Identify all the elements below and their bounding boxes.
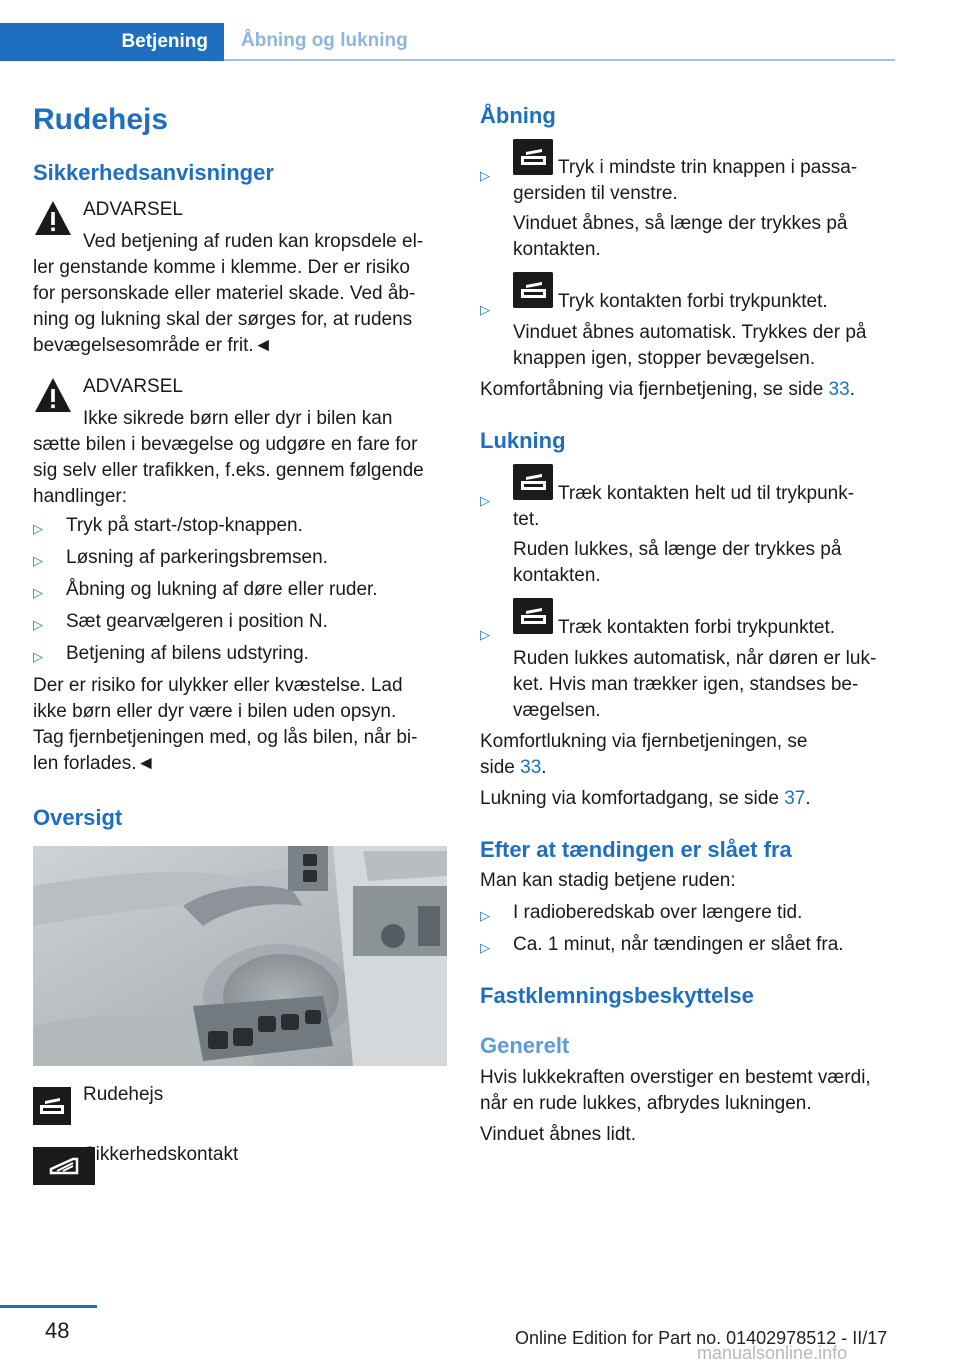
warning-icon — [33, 375, 73, 415]
warning-text: ler genstande komme i klemme. Der er risiko — [33, 257, 410, 278]
page-title: Rudehejs — [33, 103, 169, 136]
paragraph: når en rude lukkes, afbrydes lukningen. — [480, 1093, 812, 1114]
closing-heading: Lukning — [480, 428, 566, 453]
step-detail: Ruden lukkes, så længe der trykkes på — [513, 539, 842, 560]
step-text: Tryk i mindste trin knappen i passa- — [558, 157, 858, 178]
window-switch-icon — [513, 464, 553, 500]
step-detail: Vinduet åbnes automatisk. Trykkes der på — [513, 322, 867, 343]
paragraph: ikke børn eller dyr være i bilen uden opsyn. — [33, 701, 397, 722]
cross-reference — [480, 377, 855, 403]
warning-text: Ved betjening af ruden kan kropsdele el- — [83, 231, 424, 252]
page-link[interactable]: 37 — [784, 788, 806, 809]
bullet-icon: ▷ — [480, 302, 490, 317]
step-detail: ket. Hvis man trækker igen, standses be- — [513, 674, 859, 695]
period: . — [541, 757, 547, 778]
page-number: 48 — [45, 1318, 70, 1343]
step-detail: vægelsen. — [513, 700, 601, 721]
paragraph: len forlades.◄ — [33, 753, 156, 774]
page-link[interactable]: 33 — [828, 379, 850, 400]
list-item: Løsning af parkeringsbremsen. — [66, 547, 328, 568]
step-detail: Vinduet åbnes, så længe der trykkes på — [513, 213, 848, 234]
warning-text: handlinger: — [33, 486, 128, 507]
warning-text: bevægelsesområde er frit.◄ — [33, 335, 273, 356]
general-subheading: Generelt — [480, 1033, 570, 1058]
paragraph: Vinduet åbnes lidt. — [480, 1124, 636, 1145]
step-text: tet. — [513, 509, 540, 530]
warning-text: ning og lukning skal der sørges for, at rudens — [33, 309, 413, 330]
step-text: Træk kontakten forbi trykpunktet. — [558, 617, 836, 638]
edition-text: Online Edition for Part no. 01402978512 - II/17 — [515, 1328, 888, 1348]
opening-heading: Åbning — [480, 103, 556, 128]
warning-text: sig selv eller trafikken, f.eks. gennem følgende — [33, 460, 424, 481]
bullet-icon: ▷ — [33, 649, 43, 664]
legend-label: Rudehejs — [83, 1084, 164, 1105]
bullet-icon: ▷ — [33, 585, 43, 600]
cross-reference — [480, 755, 547, 781]
tab-abning-og-lukning[interactable]: Åbning og lukning — [224, 23, 895, 61]
warning-label: ADVARSEL — [83, 376, 183, 397]
list-item: Betjening af bilens udstyring. — [66, 643, 309, 664]
bullet-icon: ▷ — [480, 627, 490, 642]
step-detail: knappen igen, stopper bevægelsen. — [513, 348, 816, 369]
safety-heading: Sikkerhedsanvisninger — [33, 160, 274, 185]
cross-reference: Komfortlukning via fjernbetjeningen, se — [480, 731, 808, 752]
step-detail: Ruden lukkes automatisk, når døren er luk- — [513, 648, 877, 669]
cross-reference-text: Komfortåbning via fjernbetjening, se side — [480, 379, 829, 400]
paragraph: Der er risiko for ulykker eller kvæstelse. Lad — [33, 675, 403, 696]
legend-label: Sikkerhedskontakt — [83, 1144, 239, 1165]
paragraph: Man kan stadig betjene ruden: — [480, 870, 736, 891]
bullet-icon: ▷ — [480, 908, 490, 923]
window-switch-icon — [513, 139, 553, 175]
warning-text: Ikke sikrede børn eller dyr i bilen kan — [83, 408, 393, 429]
list-item: I radioberedskab over længere tid. — [513, 902, 803, 923]
step-text: Træk kontakten helt ud til trykpunk- — [558, 483, 855, 504]
header-bar — [0, 23, 895, 61]
step-detail: kontakten. — [513, 239, 601, 260]
pinch-protection-heading: Fastklemningsbeskyttelse — [480, 983, 754, 1008]
warning-text: sætte bilen i bevægelse og udgøre en fare for — [33, 434, 418, 455]
list-item: Ca. 1 minut, når tændingen er slået fra. — [513, 934, 844, 955]
bullet-icon: ▷ — [33, 617, 43, 632]
ignition-heading: Efter at tændingen er slået fra — [480, 837, 792, 862]
bullet-icon: ▷ — [480, 940, 490, 955]
period: . — [805, 788, 811, 809]
list-item: Tryk på start-/stop-knappen. — [66, 515, 303, 536]
overview-heading: Oversigt — [33, 805, 123, 830]
window-switch-icon — [513, 598, 553, 634]
cross-reference-text: Lukning via komfortadgang, se side — [480, 788, 785, 809]
watermark: manualsonline.info — [697, 1343, 848, 1363]
cross-reference-text: side — [480, 757, 521, 778]
bullet-icon: ▷ — [480, 493, 490, 508]
warning-text: for personskade eller materiel skade. Ved åb- — [33, 283, 416, 304]
door-switches-photo — [33, 846, 447, 1066]
cross-reference — [480, 786, 811, 812]
step-text: Tryk kontakten forbi trykpunktet. — [558, 291, 828, 312]
step-text: gersiden til venstre. — [513, 183, 678, 204]
step-detail: kontakten. — [513, 565, 601, 586]
window-switch-icon — [513, 272, 553, 308]
paragraph: Tag fjernbetjeningen med, og lås bilen, når bi- — [33, 727, 418, 748]
period: . — [849, 379, 855, 400]
paragraph: Hvis lukkekraften overstiger en bestemt værdi, — [480, 1067, 871, 1088]
bullet-icon: ▷ — [33, 553, 43, 568]
bullet-icon: ▷ — [480, 168, 490, 183]
window-switch-icon — [33, 1087, 71, 1125]
warning-icon — [33, 198, 73, 238]
list-item: Åbning og lukning af døre eller ruder. — [66, 579, 378, 600]
bullet-icon: ▷ — [33, 521, 43, 536]
tab-betjening[interactable]: Betjening — [0, 23, 224, 61]
warning-label: ADVARSEL — [83, 199, 183, 220]
list-item: Sæt gearvælgeren i position N. — [66, 611, 328, 632]
page-link[interactable]: 33 — [520, 757, 542, 778]
footer-rule — [0, 1305, 97, 1308]
